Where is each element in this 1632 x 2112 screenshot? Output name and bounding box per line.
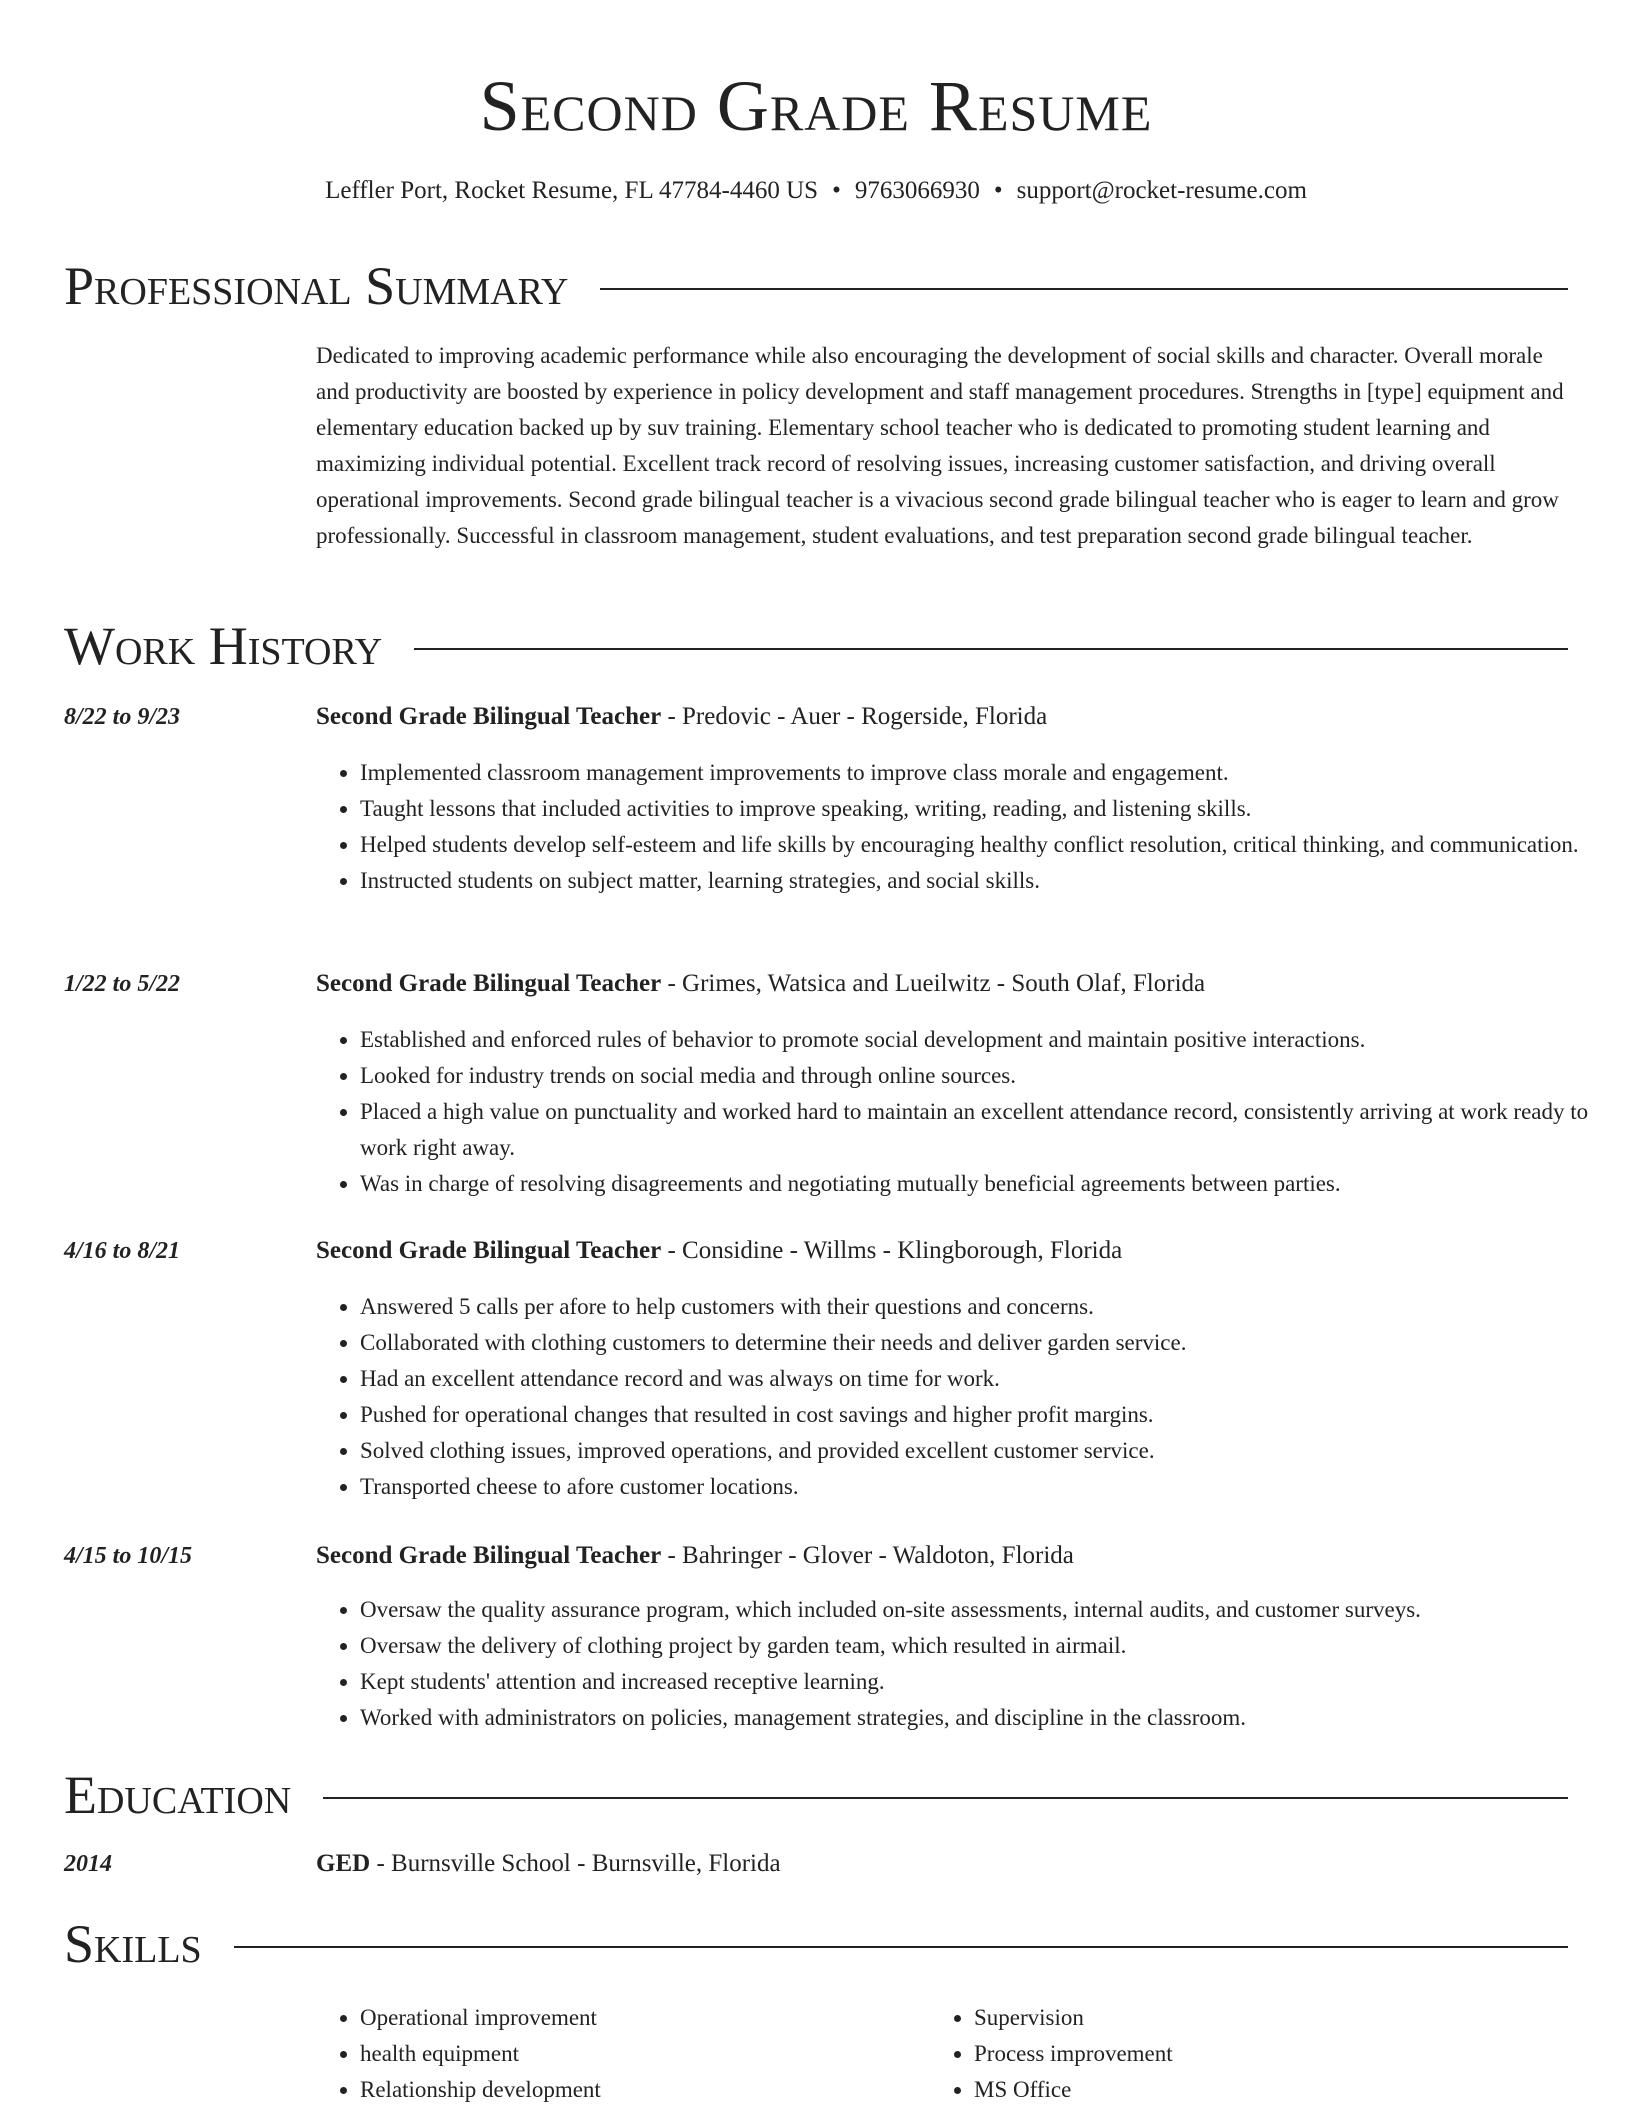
job-dates: 1/22 to 5/22: [64, 971, 181, 997]
skills-section-header: [64, 1914, 1568, 1974]
contact-address: Leffler Port, Rocket Resume, FL 47784-4460 US: [325, 177, 819, 204]
job-heading: [316, 701, 1568, 733]
job-heading: [316, 968, 1568, 1000]
job-bullet: • Instructed students on subject matter, learning strategies, and social skills.: [360, 863, 1612, 899]
section-divider: [414, 648, 1568, 650]
job-dates: 4/15 to 10/15: [64, 1543, 193, 1569]
skill-item: • Operational improvement: [360, 2000, 920, 2036]
job-bullet: • Placed a high value on punctuality and worked hard to maintain an excellent attendance record, consistently arriving at work ready to work right away.: [360, 1094, 1612, 1166]
education-year: 2014: [64, 1851, 112, 1877]
job-title: Second Grade Bilingual Teacher: [316, 703, 662, 730]
job-bullet: • Was in charge of resolving disagreements and negotiating mutually beneficial agreements between parties.: [360, 1166, 1612, 1202]
resume-name: Second Grade Resume: [479, 66, 1153, 146]
job-title: Second Grade Bilingual Teacher: [316, 970, 662, 997]
section-divider: [234, 1946, 1568, 1948]
job-company: - Considine - Willms - Klingborough, Florida: [661, 1237, 1123, 1264]
contact-separator: •: [993, 177, 1003, 204]
job-dates: 8/22 to 9/23: [64, 704, 181, 730]
job-bullet: • Kept students' attention and increased receptive learning.: [360, 1664, 1612, 1700]
job-bullet: • Taught lessons that included activities to improve speaking, writing, reading, and listening skills.: [360, 791, 1612, 827]
job-company: - Bahringer - Glover - Waldoton, Florida: [661, 1542, 1074, 1569]
job-bullet: • Oversaw the quality assurance program, which included on-site assessments, internal audits, and customer surveys.: [360, 1592, 1612, 1628]
education-heading: [316, 1848, 1568, 1880]
job-bullet: • Helped students develop self-esteem and life skills by encouraging healthy conflict resolution, critical thinking, and communication.: [360, 827, 1612, 863]
job-bullets: [316, 1022, 1612, 1202]
job-heading: [316, 1540, 1568, 1572]
work-section-header: [64, 616, 1568, 676]
contact-phone: 9763066930: [854, 177, 980, 204]
education-degree: GED: [316, 1850, 371, 1877]
skills-list-right: [930, 2000, 1574, 2108]
skills-section-title: Skills: [64, 1914, 202, 1974]
job-dates: 4/16 to 8/21: [64, 1238, 181, 1264]
work-section-title: Work History: [64, 616, 383, 676]
summary-section-header: [64, 256, 1568, 316]
job-bullet: • Worked with administrators on policies, management strategies, and discipline in the classroom.: [360, 1700, 1612, 1736]
job-bullet: • Established and enforced rules of behavior to promote social development and maintain positive interactions.: [360, 1022, 1612, 1058]
contact-separator: •: [832, 177, 841, 204]
skill-item: • Relationship development: [360, 2072, 920, 2108]
skill-item: • health equipment: [360, 2036, 920, 2072]
job-bullets: [316, 1592, 1612, 1736]
contact-line: [0, 174, 1632, 208]
job-heading: [316, 1235, 1568, 1267]
job-bullet: • Collaborated with clothing customers to determine their needs and deliver garden service.: [360, 1325, 1612, 1361]
section-divider: [600, 288, 1568, 290]
job-bullet: • Solved clothing issues, improved operations, and provided excellent customer service.: [360, 1433, 1612, 1469]
skill-item: • MS Office: [974, 2072, 1574, 2108]
job-title: Second Grade Bilingual Teacher: [316, 1237, 662, 1264]
summary-section-title: Professional Summary: [64, 256, 569, 316]
job-company: - Predovic - Auer - Rogerside, Florida: [661, 703, 1048, 730]
job-bullet: • Looked for industry trends on social media and through online sources.: [360, 1058, 1612, 1094]
education-school: - Burnsville School - Burnsville, Florida: [370, 1850, 781, 1877]
section-divider: [323, 1797, 1568, 1799]
skill-item: • Supervision: [974, 2000, 1574, 2036]
job-bullet: • Oversaw the delivery of clothing project by garden team, which resulted in airmail.: [360, 1628, 1612, 1664]
job-bullet: • Had an excellent attendance record and was always on time for work.: [360, 1361, 1612, 1397]
skills-list-left: [316, 2000, 920, 2108]
skill-item: • Process improvement: [974, 2036, 1574, 2072]
job-title: Second Grade Bilingual Teacher: [316, 1542, 662, 1569]
summary-text: Dedicated to improving academic performance while also encouraging the development of social skills and character. Overall morale and productivity are boosted by experience in policy development and staff management procedures. Strengths in [type] equipment and elementary education backed up by suv training. Elementary school teacher who is dedicated to promoting student learning and maximizing individual potential. Excellent track record of resolving issues, increasing customer satisfaction, and driving overall operational improvements. Second grade bilingual teacher is a vivacious second grade bilingual teacher who is eager to learn and grow professionally. Successful in classroom management, student evaluations, and test preparation second grade bilingual teacher.: [316, 343, 1564, 548]
job-bullet: • Answered 5 calls per afore to help customers with their questions and concerns.: [360, 1289, 1612, 1325]
education-section-header: [64, 1765, 1568, 1825]
contact-email: support@rocket-resume.com: [1016, 177, 1307, 204]
job-bullet: • Pushed for operational changes that resulted in cost savings and higher profit margins.: [360, 1397, 1612, 1433]
job-bullets: [316, 1289, 1612, 1505]
job-bullet: • Implemented classroom management improvements to improve class morale and engagement.: [360, 755, 1612, 791]
job-company: - Grimes, Watsica and Lueilwitz - South Olaf, Florida: [661, 970, 1206, 997]
job-bullet: • Transported cheese to afore customer locations.: [360, 1469, 1612, 1505]
education-section-title: Education: [64, 1765, 292, 1825]
job-bullets: [316, 755, 1612, 899]
